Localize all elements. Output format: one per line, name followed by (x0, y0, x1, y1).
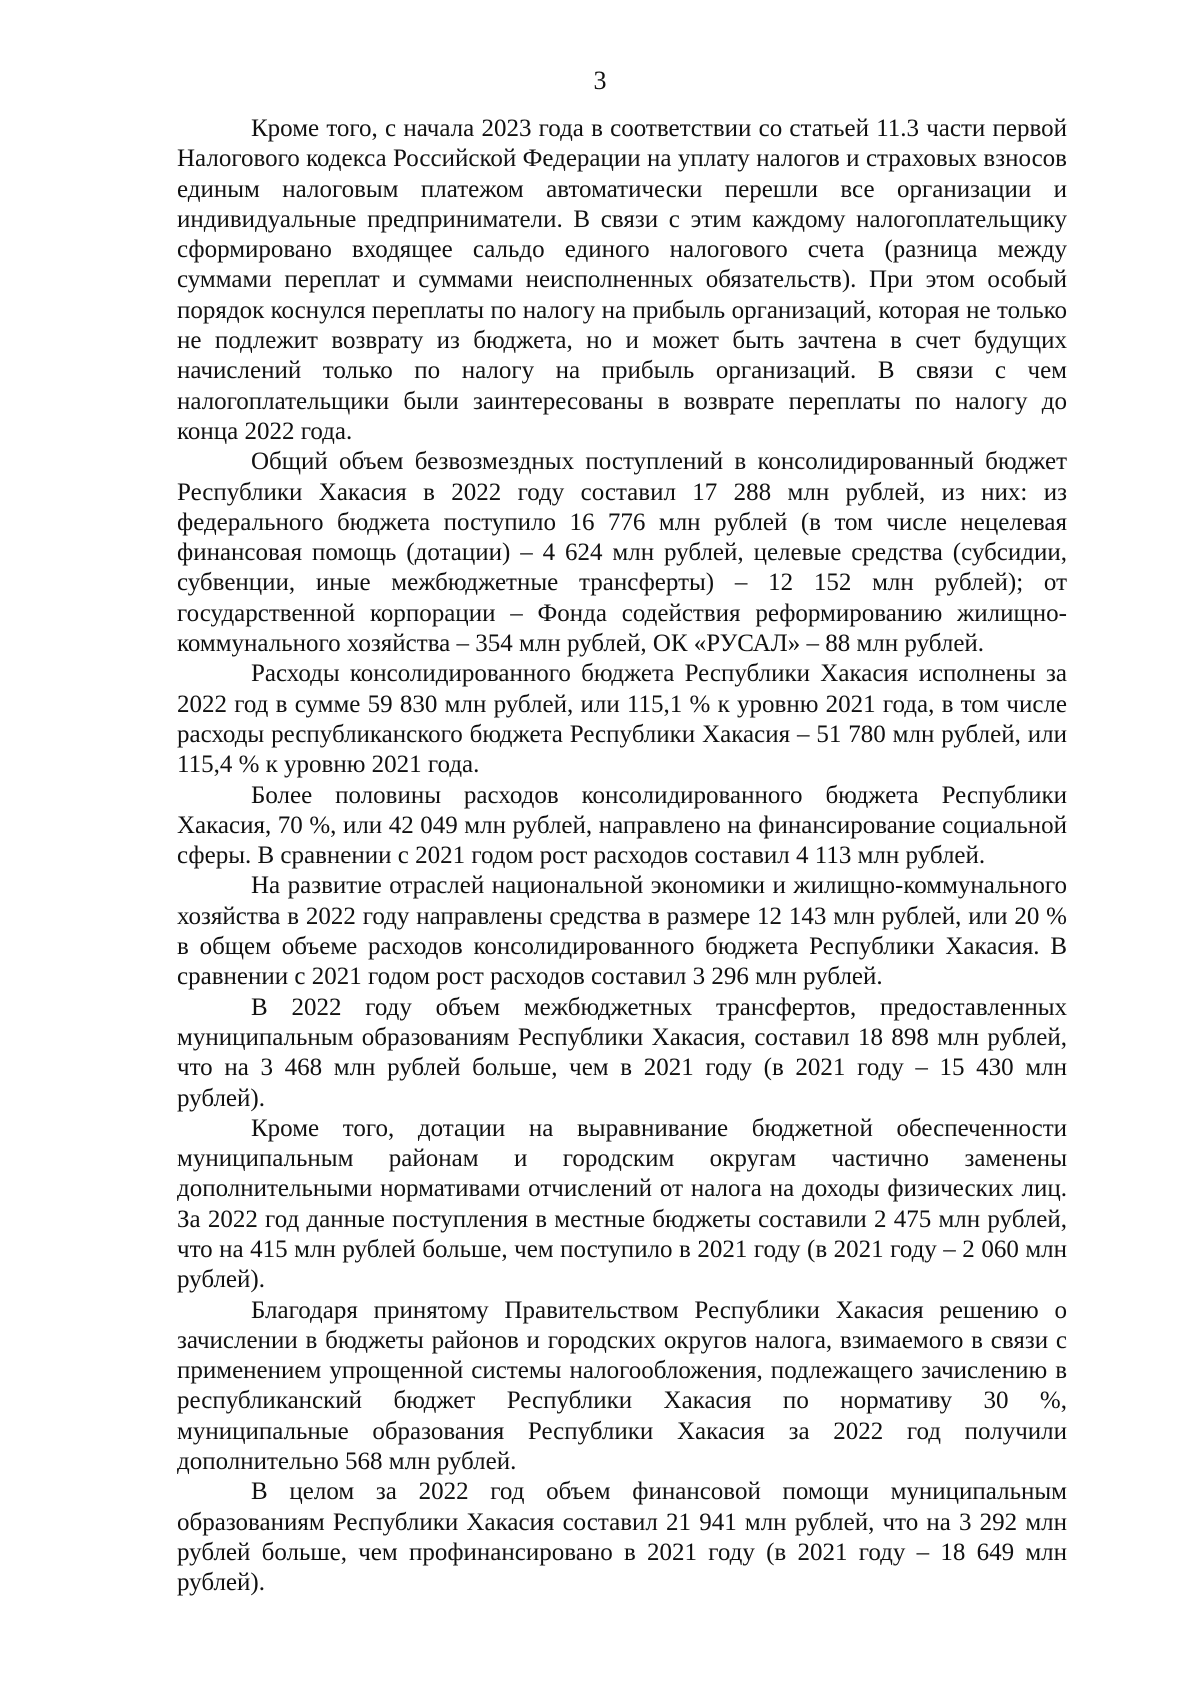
paragraph-national-economy: На развитие отраслей национальной экономики и жилищно-коммунального хозяйства в 2022 году направлены средства в размере 12 143 млн рублей, или 20 % в общем объеме расходов консолидированного бюджета Республики Хакасия. В сравнении с 2021 годом рост расходов составил 3 296 млн рублей. (177, 872, 1067, 991)
paragraph-financial-assistance: В целом за 2022 год объем финансовой помощи муниципальным образованиям Республики Хакасия составил 21 941 млн рублей, что на 3 292 млн рублей больше, чем профинансировано в 2021 году (в 2021 году – 18 649 млн рублей). (177, 1478, 1067, 1597)
paragraph-simplified-taxation: Благодаря принятому Правительством Республики Хакасия решению о зачислении в бюджеты районов и городских округов налога, взимаемого в связи с применением упрощенной системы налогообложения, подлежащего зачислению в республиканский бюджет Республики Хакасия по нормативу 30 %, муниципальные образования Республики Хакасия за 2022 год получили дополнительно 568 млн рублей. (177, 1296, 1067, 1476)
body-text (177, 114, 1067, 1599)
page-number: 3 (593, 66, 607, 95)
paragraph-budget-expenditures: Расходы консолидированного бюджета Республики Хакасия исполнены за 2022 год в сумме 59 830 млн рублей, или 115,1 % к уровню 2021 года, в том числе расходы республиканского бюджета Республики Хакасия – 51 780 млн рублей, или 115,4 % к уровню 2021 года. (177, 660, 1067, 779)
paragraph-unified-tax-payment: Кроме того, с начала 2023 года в соответствии со статьей 11.3 части первой Налогового кодекса Российской Федерации на уплату налогов и страховых взносов единым налоговым платежом автоматически перешли все организации и индивидуальные предприниматели. В связи с этим каждому налогоплательщику сформировано входящее сальдо единого налогового счета (разница между суммами переплат и суммами неисполненных обязательств). При этом особый порядок коснулся переплаты по налогу на прибыль организаций, которая не только не подлежит возврату из бюджета, но и может быть зачтена в счет будущих начислений только по налогу на прибыль организаций. В связи с чем налогоплательщики были заинтересованы в возврате переплаты по налогу до конца 2022 года. (177, 115, 1067, 445)
paragraph-additional-standards: Кроме того, дотации на выравнивание бюджетной обеспеченности муниципальным районам и городским округам частично заменены дополнительными нормативами отчислений от налога на доходы физических лиц. За 2022 год данные поступления в местные бюджеты составили 2 475 млн рублей, что на 415 млн рублей больше, чем поступило в 2021 году (в 2021 году – 2 060 млн рублей). (177, 1114, 1067, 1294)
paragraph-interbudget-transfers: В 2022 году объем межбюджетных трансфертов, предоставленных муниципальным образованиям Республики Хакасия, составил 18 898 млн рублей, что на 3 468 млн рублей больше, чем в 2021 году (в 2021 году – 15 430 млн рублей). (177, 993, 1067, 1112)
paragraph-gratuitous-receipts: Общий объем безвозмездных поступлений в консолидированный бюджет Республики Хакасия в 2022 году составил 17 288 млн рублей, из них: из федерального бюджета поступило 16 776 млн рублей (в том числе нецелевая финансовая помощь (дотации) – 4 624 млн рублей, целевые средства (субсидии, субвенции, иные межбюджетные трансферты) – 12 152 млн рублей); от государственной корпорации – Фонда содействия реформированию жилищно-коммунального хозяйства – 354 млн рублей, ОК «РУСАЛ» – 88 млн рублей. (177, 448, 1067, 658)
paragraph-social-sphere: Более половины расходов консолидированного бюджета Республики Хакасия, 70 %, или 42 049 млн рублей, направлено на финансирование социальной сферы. В сравнении с 2021 годом рост расходов составил 4 113 млн рублей. (177, 781, 1067, 870)
